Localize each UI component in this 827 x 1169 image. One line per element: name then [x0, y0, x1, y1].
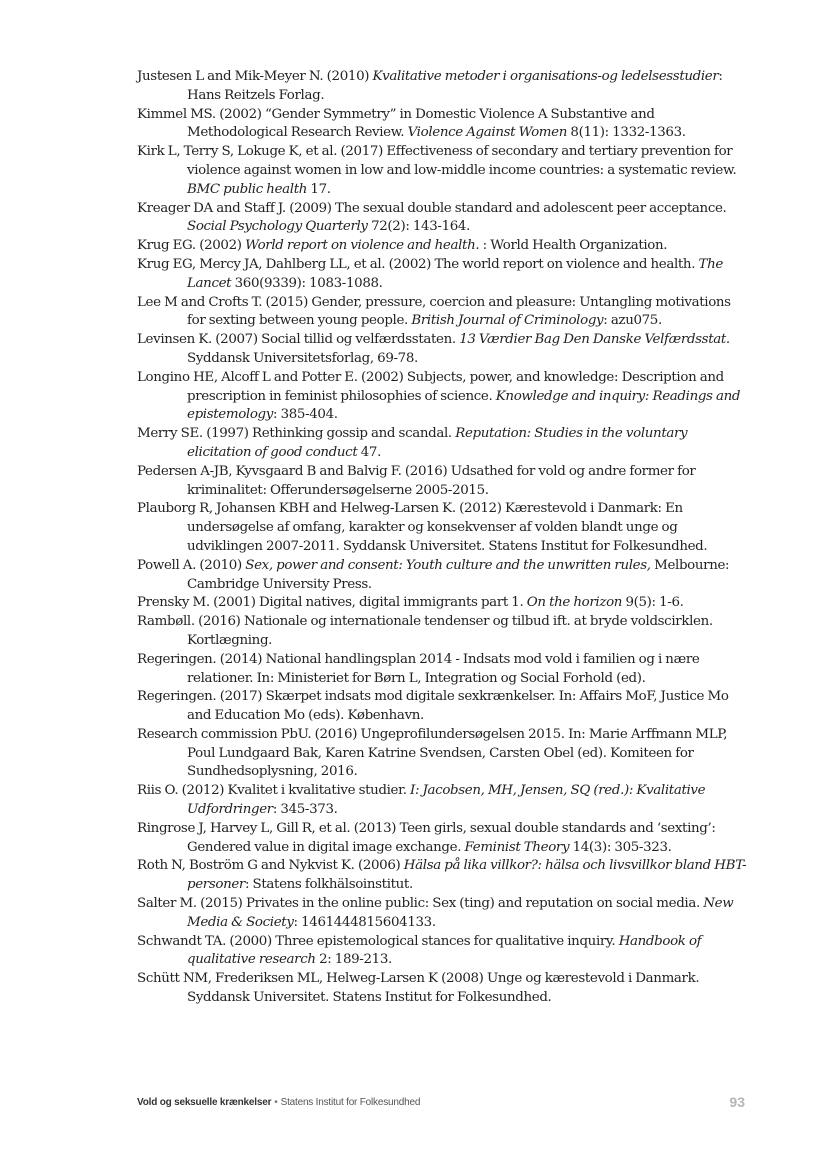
reference-text: Lee M and Crofts T. (2015) Gender, pressure, coercion and pleasure: Untangling motivations for sexting between young people. — [137, 294, 731, 329]
reference-entry — [137, 294, 749, 332]
footer-report-title: Vold og seksuelle krænkelser — [137, 1097, 272, 1108]
reference-text: : Statens folkhälsoinstitut. — [244, 877, 413, 893]
reference-source-title: Violence Against Women — [407, 125, 567, 141]
reference-text: Schütt NM, Frederiksen ML, Helweg-Larsen K (2008) Unge og kærestevold i Danmark. Syddansk Universitet. Statens Institut for Folkesundhed. — [137, 971, 700, 1006]
reference-text: 360(9339): 1083-1088. — [231, 275, 383, 291]
reference-source-title: British Journal of Criminology — [411, 313, 604, 329]
reference-entry — [137, 200, 749, 238]
reference-source-title: BMC public health — [187, 181, 308, 197]
reference-text: Plauborg R, Johansen KBH and Helweg-Larsen K. (2012) Kærestevold i Danmark: En undersøgelse af omfang, karakter og konsekvenser af volden blandt unge og udviklingen 2007-2011. Syddansk Universitet. Statens Institut for Folkesundhed. — [137, 501, 708, 554]
reference-text: Syddansk Universitetsforlag, 69-78. — [187, 350, 418, 366]
footer-separator: • — [274, 1097, 278, 1108]
reference-text: : azu075. — [603, 313, 662, 329]
reference-text: : 345-373. — [272, 802, 338, 818]
reference-text: Research commission PbU. (2016) Ungeprofilundersøgelsen 2015. In: Marie Arffmann MLP, Poul Lundgaard Bak, Karen Katrine Svendsen, Carsten Obel (ed). Komiteen for Sundhedsoplysning, 2016. — [137, 726, 728, 780]
reference-text: Pedersen A-JB, Kyvsgaard B and Balvig F. (2016) Udsathed for vold og andre former for kriminalitet: Offerundersøgelserne 2005-2015. — [137, 463, 696, 498]
reference-text: : 1461444815604133. — [293, 914, 436, 930]
reference-source-title: Knowledge and inquiry: Readings and epistemology — [187, 388, 741, 423]
reference-text: Longino HE, Alcoff L and Potter E. (2002) Subjects, power, and knowledge: Description and prescription in feminist philosophies of science. — [137, 369, 724, 404]
reference-source-title: The Lancet — [187, 256, 723, 291]
reference-text: : 385-404. — [273, 407, 338, 423]
reference-text: : World Health Organization. — [479, 238, 668, 254]
reference-entry — [137, 857, 749, 895]
reference-text: Regeringen. (2014) National handlingsplan 2014 - Indsats mod vold i familien og i nære relationer. In: Ministeriet for Børn L, Integration og Social Forhold (ed). — [137, 651, 700, 686]
reference-text: Krug EG. (2002) — [137, 238, 246, 254]
reference-entry — [137, 256, 749, 294]
reference-text: : Hans Reitzels Forlag. — [187, 69, 723, 103]
reference-text: 72(2): 143-164. — [367, 219, 470, 235]
reference-entry — [137, 820, 749, 858]
reference-text: Justesen L and Mik-Meyer N. (2010) — [137, 69, 373, 84]
reference-entry — [137, 895, 749, 933]
reference-entry — [137, 68, 749, 106]
reference-entry — [137, 651, 749, 689]
reference-entry — [137, 463, 749, 501]
reference-entry — [137, 613, 749, 651]
reference-text: Riis O. (2012) Kvalitet i kvalitative studier. — [137, 783, 411, 799]
reference-entry — [137, 143, 749, 199]
reference-text: 8(11): 1332-1363. — [567, 125, 686, 141]
reference-entry — [137, 425, 749, 463]
reference-text: Melbourne: Cambridge University Press. — [187, 557, 730, 592]
footer-institute: Statens Institut for Folkesundhed — [280, 1097, 421, 1108]
reference-text: 14(3): 305-323. — [569, 839, 672, 855]
reference-text: Merry SE. (1997) Rethinking gossip and scandal. — [137, 426, 456, 442]
reference-entry — [137, 688, 749, 726]
footer-text — [137, 1097, 420, 1108]
reference-source-title: I: Jacobsen, MH, Jensen, SQ (red.): Kvalitative Udfordringer — [187, 783, 706, 818]
reference-text: Kreager DA and Staff J. (2009) The sexual double standard and adolescent peer acceptance. — [137, 200, 727, 216]
reference-text: Kirk L, Terry S, Lokuge K, et al. (2017) Effectiveness of secondary and tertiary prevention for violence against women in low and low-middle income countries: a systematic review. — [137, 144, 737, 178]
reference-entry — [137, 237, 749, 256]
page-number: 93 — [729, 1094, 745, 1110]
reference-source-title: Hälsa på lika villkor?: hälsa och livsvillkor bland HBT-personer — [187, 858, 747, 893]
reference-text: Prensky M. (2001) Digital natives, digital immigrants part 1. — [137, 595, 527, 611]
reference-text: 2: 189-213. — [315, 952, 392, 968]
reference-source-title: Feminist Theory — [464, 839, 570, 855]
reference-text: 47. — [357, 444, 382, 460]
reference-text: 9(5): 1-6. — [622, 595, 684, 611]
reference-source-title: Kvalitative metoder i organisations-og ledelsesstudier — [372, 69, 719, 84]
reference-text: Levinsen K. (2007) Social tillid og velfærdsstaten. — [137, 332, 460, 348]
reference-text: Kimmel MS. (2002) “Gender Symmetry” in Domestic Violence A Substantive and Methodological Research Review. — [137, 106, 655, 141]
reference-text: Regeringen. (2017) Skærpet indsats mod digitale sexkrænkelser. In: Affairs MoF, Justice Mo and Education Mo (eds). København. — [137, 689, 729, 724]
reference-source-title: New Media & Society — [187, 896, 734, 930]
page-footer — [137, 1094, 749, 1112]
reference-text: 17. — [307, 181, 331, 197]
reference-source-title: World report on violence and health. — [245, 238, 480, 254]
reference-list — [137, 68, 749, 1008]
reference-entry — [137, 557, 749, 595]
reference-text: Rambøll. (2016) Nationale og internationale tendenser og tilbud ift. at bryde voldscirklen. Kortlægning. — [137, 614, 713, 648]
reference-source-title: Social Psychology Quarterly — [187, 219, 368, 235]
reference-entry — [137, 500, 749, 556]
reference-entry — [137, 331, 749, 369]
reference-source-title: Handbook of qualitative research — [187, 933, 702, 968]
reference-entry — [137, 970, 749, 1008]
reference-source-title: Sex, power and consent: Youth culture and the unwritten rules, — [245, 557, 651, 573]
reference-text: Ringrose J, Harvey L, Gill R, et al. (2013) Teen girls, sexual double standards and ‘sexting’: Gendered value in digital image exchange. — [137, 820, 716, 855]
reference-source-title: Reputation: Studies in the voluntary elicitation of good conduct — [187, 426, 688, 460]
reference-entry — [137, 782, 749, 820]
reference-text: Roth N, Boström G and Nykvist K. (2006) — [137, 858, 404, 874]
reference-source-title: On the horizon — [526, 595, 623, 611]
reference-entry — [137, 369, 749, 425]
reference-entry — [137, 933, 749, 971]
reference-text: Salter M. (2015) Privates in the online public: Sex (ting) and reputation on social media. — [137, 896, 704, 912]
reference-entry — [137, 106, 749, 144]
reference-source-title: 13 Værdier Bag Den Danske Velfærdsstat. — [459, 332, 730, 348]
reference-text: Schwandt TA. (2000) Three epistemological stances for qualitative inquiry. — [137, 933, 619, 949]
reference-text: Powell A. (2010) — [137, 557, 246, 573]
reference-entry — [137, 726, 749, 782]
reference-entry — [137, 594, 749, 613]
reference-text: Krug EG, Mercy JA, Dahlberg LL, et al. (2002) The world report on violence and health. — [137, 256, 699, 272]
